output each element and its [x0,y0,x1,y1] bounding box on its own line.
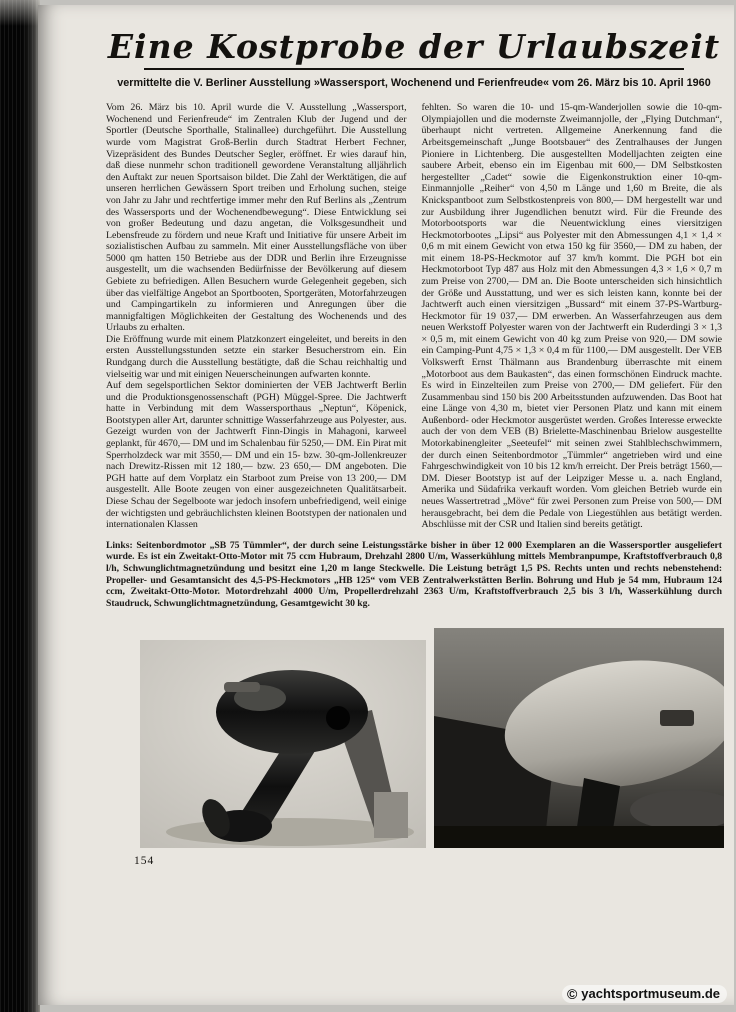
copyright-icon: © [566,985,578,1002]
article-paragraph: Vom 26. März bis 10. April wurde die V. Ausstellung „Wassersport, Wochenend und Ferienfreude“ im Zentralen Klub der Jugend und der Sportler (Deutsche Sporthalle, Stalinallee) durchgeführt. Die Ausstellung wurde vom Magistrat Groß-Berlin durch Stadtrat Herbert Fechner, Vizepräsident des Bundes Deutscher Segler, eröffnet. Er wies darauf hin, daß diese nunmehr schon traditionell gewordene Veranstaltung alljährlich den Auftakt zur neuen Sportsaison bildet. Die Zahl der Werktätigen, die auf unseren herrlichen Gewässern Sport treiben und Erholung suchen, steige von Jahr zu Jahr und rechtfertige immer mehr den Ruf Berlins als „Zentrum des Wassersports und der Wochenendbewegung“. Diese Entwicklung sei von großer Bedeutung und dazu angetan, die Volksgesundheit und Lebensfreude zu fördern und neue Kraft und Initiative für unsere Arbeit im sozialistischen Aufbau zu sammeln. Mit einer Ausstellungsfläche von über 5000 qm hatten 150 Betriebe aus der DDR und Berlin ihre Erzeugnisse ausgestellt, um die wachsenden Bedürfnisse der Bevölkerung auf diesem Gebiete zu befriedigen. Allen Besuchern wurde Gelegenheit gegeben, sich über das vielfältige Angebot an Sportbooten, Sportgeräten, Motorfahrzeugen und Campingartikeln zu informieren und Anregungen über die mannigfaltigen Möglichkeiten der Gestaltung des Wochenends und des Urlaubs zu erhalten. [106,102,407,334]
watermark [562,985,727,1003]
photo-row [140,628,722,848]
photo-heckmotor [434,628,724,848]
article-paragraph: Auf dem segelsportlichen Sektor dominierten der VEB Jachtwerft Berlin und die Produktionsgenossenschaft (PGH) Müggel-Spree. Die Jachtwerft hatte in Verbindung mit dem Wassersporthaus „Neptun“, Köpenick, Bootstypen aller Art, darunter schnittige Wasserfahrzeuge aus Polyester, aus. Gezeigt wurden von der Jachtwerft Finn-Dingis in Mahagoni, karweel geplankt, für 4670,— DM und im Schalenbau für 5250,— DM. Ein Pirat mit Sperrholzdeck war mit 3550,— DM und ein 15- bzw. 30-qm-Jollenkreuzer nach Drewitz-Rissen mit 12 180,— bzw. 23 650,— DM angeboten. Die PGH hatte auf dem Vorplatz ein Starboot zum Preise von 13 200,— DM ausgestellt. Alle Boote zeugen von einer ausgezeichneten Qualitätsarbeit. Diese Schau der Segelboote war jedoch insofern unbefriedigend, weil einige der wichtigsten und gebräuchlichsten kleinen Bootstypen der nationalen und internationalen Klassen [106,380,407,531]
page [38,5,734,1005]
article-body [106,102,722,530]
page-number: 154 [134,854,155,867]
book-binding-edge [0,0,40,1012]
outboard-motor-image [140,640,426,848]
watermark-text: yachtsportmuseum.de [581,986,720,1001]
article-title: Eine Kostprobe der Urlaubszeit [107,27,721,66]
article-subtitle: vermittelte die V. Berliner Ausstellung »Wassersport, Wochenend und Ferienfreude« vom 26. März bis 10. April 1960 [117,77,711,90]
stern-motor-image [434,628,724,848]
title-underline [144,68,684,70]
right-column [422,102,723,530]
photo-seitenbordmotor [140,640,426,848]
article-paragraph: Die Eröffnung wurde mit einem Platzkonzert eingeleitet, und bereits in den ersten Ausstellungsstunden setzte ein starker Besucherstrom ein. Ein Rundgang durch die Ausstellung bestätigte, daß die Schau reichhaltig und vielseitig war und mit einigen Neuerscheinungen aufwarten konnte. [106,333,407,380]
article-paragraph: fehlten. So waren die 10- und 15-qm-Wanderjollen sowie die 10-qm-Olympiajollen und die modernste Zweimannjolle, der „Flying Dutchman“, überhaupt nicht vertreten. Allgemeine Anerkennung fand die Arbeitsgemeinschaft „Junge Bootsbauer“ des Zentralhauses der Jungen Pioniere in Lichtenberg. Die ausgestellten Modelljachten zeigten eine saubere Arbeit, ebenso ein im Eigenbau mit 600,— DM Selbstkosten hergestellter „Cadet“ sowie die Eigenkonstruktion einer 10-qm-Einmannjolle „Reiher“ von 4,50 m Länge und 1,60 m Breite, die als Knickspantboot zum Selbstkostenpreis von 800,— DM hergestellt war und zur Ausbildung ihrer Jugendlichen benutzt wird. Für die Freunde des Motorbootsports war die Neuentwicklung eines viersitzigen Heckmotorbootes „Lipsi“ aus Polyester mit den Abmessungen 4,1 × 1,4 × 0,6 m mit einem Gewicht von etwa 150 kg für 3560,— DM zu haben, der mit einem 18-PS-Heckmotor auf 37 km/h kommt. Die PGH bot ein Heckmotorboot Typ 487 aus Holz mit den Abmessungen 4,3 × 1,6 × 0,7 m zum Preise von 2700,— DM an. Die Boote unterscheiden sich hinsichtlich der Größe und Ausstattung, und wer es sich leisten kann, konnte bei der Jachtwerft auch einen viersitzigen „Bussard“ mit einem 37-PS-Wartburg-Heckmotor für 19 037,— DM erwerben. An Wasserfahrzeugen aus dem neuen Werkstoff Polyester waren von der Jachtwerft ein Ruderdingi 3 × 1,3 × 0,5 m, mit einem Gewicht von 40 kg zum Preise von 920,— DM sowie ein Camping-Punt 4,75 × 1,3 × 0,4 m für 1100,— DM ausgestellt. Der VEB Volkswerft Ernst Thälmann aus Brandenburg überraschte mit einem „Motorboot aus dem Baukasten“, das einen formschönen Eindruck machte. Es wird in Einzelteilen zum Preise von 2700,— DM geliefert. Für den Zusammenbau sind 150 bis 200 Arbeitsstunden aufzuwenden. Das Boot hat eine Länge von 4,30 m, bietet vier Personen Platz und kann mit einem Außenbord- oder Heckmotor ausgerüstet werden. Großes Interesse erweckte auch der von dem VEB (B) Brielette-Maschinenbau Brielow ausgestellte Motorkabinengleiter „Seeteufel“ mit seinen zwei Stahlblechschwimmern, der durch einen Seitenbordmotor „Tümmler“ angetrieben wird und eine Fahrgeschwindigkeit von 10 bis 12 km/h erreicht. Der Preis beträgt 1560,— DM. Dieser Bootstyp ist auf der Leipziger Messe u. a. nach England, Amerika und Südafrika verkauft worden. Vom gleichen Betrieb wurde ein neues Wassertretrad „Möve“ für zwei Personen zum Preise von 500,— DM herausgebracht, bei dem die Pedale von Liegestühlen aus betätigt werden. Abschlüsse mit der CSR und Italien sind bereits getätigt. [421,102,722,531]
left-column [106,102,407,530]
photo-caption: Links: Seitenbordmotor „SB 75 Tümmler“, der durch seine Leistungsstärke bisher in über 12 000 Exemplaren an die Wassersportler ausgeliefert wurde. Es ist ein Zweitakt-Otto-Motor mit 75 ccm Hubraum, Drehzahl 2800 U/m, Wasserkühlung mittels Membranpumpe, Kraftstoffverbrauch 0,8 l/h, Schwunglichtmagnetzündung und besitzt eine 1,20 m lange Steckwelle. Die Leistung beträgt 1,5 PS. Rechts unten und rechts nebenstehend: Propeller- und Gesamtansicht des 4,5-PS-Heckmotors „HB 125“ vom VEB Zentralwerkstätten Berlin. Bohrung und Hub je 54 mm, Hubraum 124 ccm, Zweitakt-Otto-Motor. Motordrehzahl 4000 U/m, Propellerdrehzahl 2363 U/m, Kraftstoffverbrauch 2,5 bis 3 l/h, Wasserkühlung durch Staudruck, Schwunglichtmagnetzündung, Gesamtgewicht 30 kg. [106,539,722,609]
